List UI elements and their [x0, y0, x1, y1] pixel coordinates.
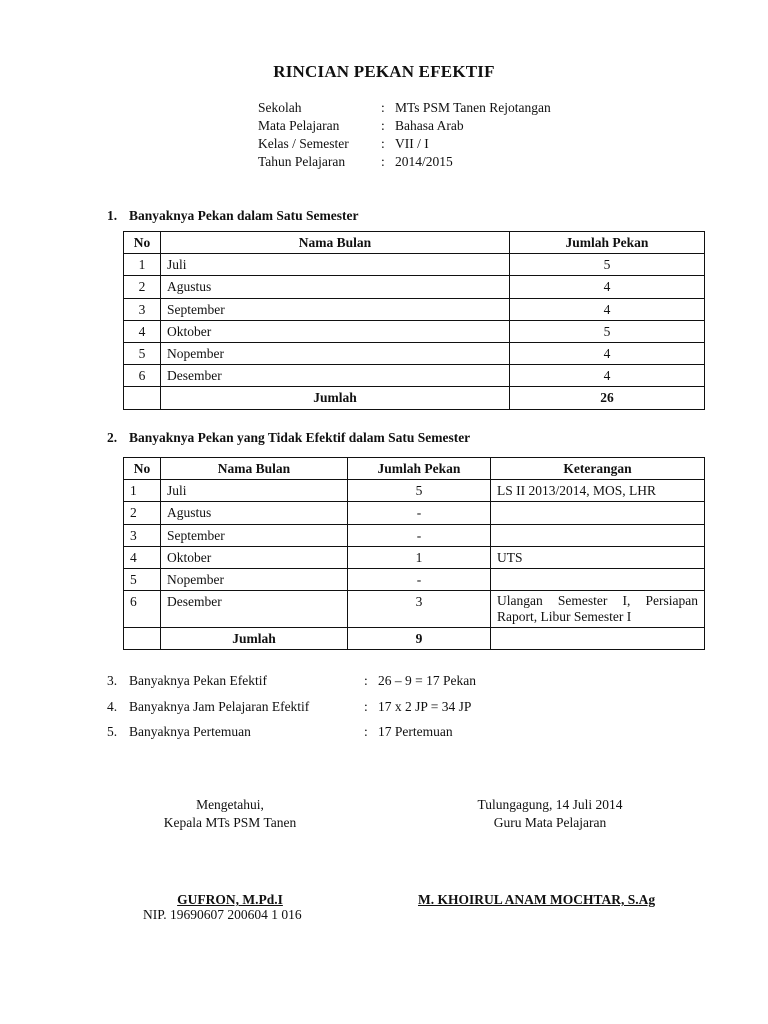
section-title: Banyaknya Pekan dalam Satu Semester [129, 208, 359, 223]
info-value: MTs PSM Tanen Rejotangan [395, 100, 551, 115]
info-label: Sekolah [258, 100, 302, 115]
col-header-weeks: Jumlah Pekan [510, 232, 705, 254]
signature-right-block [450, 796, 650, 832]
col-header-no: No [124, 232, 161, 254]
cell-no: 6 [124, 591, 161, 628]
cell-weeks: 5 [348, 480, 491, 502]
summary-number: 3. [107, 673, 118, 688]
col-header-month: Nama Bulan [161, 458, 348, 480]
info-label: Kelas / Semester [258, 136, 349, 151]
table-row [124, 276, 705, 298]
page-title: RINCIAN PEKAN EFEKTIF [273, 62, 495, 81]
cell-weeks: 4 [510, 342, 705, 364]
summary-colon: : [364, 673, 368, 688]
section2-heading [107, 430, 470, 446]
total-value: 26 [510, 387, 705, 409]
signature-left-block [130, 796, 330, 832]
cell-no: 4 [124, 546, 161, 568]
cell-notes [491, 524, 705, 546]
summary-value: 17 x 2 JP = 34 JP [378, 699, 472, 714]
cell-weeks: - [348, 524, 491, 546]
cell-notes [491, 502, 705, 524]
cell-no: 5 [124, 568, 161, 590]
info-value: Bahasa Arab [395, 118, 464, 133]
cell-no: 2 [124, 276, 161, 298]
table-row [124, 524, 705, 546]
cell-no: 1 [124, 480, 161, 502]
info-row-year [258, 153, 551, 171]
table-row [124, 480, 705, 502]
cell-month: Juli [161, 254, 510, 276]
summary-effective-weeks [107, 672, 476, 690]
summary-effective-hours [107, 698, 471, 716]
summary-colon: : [364, 724, 368, 739]
cell-weeks: 4 [510, 276, 705, 298]
cell-no: 3 [124, 524, 161, 546]
identity-block [258, 99, 551, 171]
col-header-month: Nama Bulan [161, 232, 510, 254]
section-number: 2. [107, 430, 118, 445]
cell-month: Oktober [161, 320, 510, 342]
cell-no: 2 [124, 502, 161, 524]
cell-weeks: 4 [510, 365, 705, 387]
cell-notes: UTS [491, 546, 705, 568]
cell-month: Oktober [161, 546, 348, 568]
summary-number: 4. [107, 699, 118, 714]
table-row [124, 320, 705, 342]
table-row [124, 342, 705, 364]
section-title: Banyaknya Pekan yang Tidak Efektif dalam Satu Semester [129, 430, 471, 445]
cell-notes: LS II 2013/2014, MOS, LHR [491, 480, 705, 502]
cell-weeks: - [348, 568, 491, 590]
total-label: Jumlah [161, 628, 348, 650]
table-header-row [124, 232, 705, 254]
table-row [124, 254, 705, 276]
info-row-subject [258, 117, 551, 135]
cell-no: 6 [124, 365, 161, 387]
info-colon: : [381, 118, 385, 133]
summary-value: 26 – 9 = 17 Pekan [378, 673, 476, 688]
cell-empty [124, 387, 161, 409]
headmaster-nip: NIP. 19690607 200604 1 016 [143, 907, 302, 922]
cell-empty [491, 628, 705, 650]
headmaster-name: GUFRON, M.Pd.I [177, 892, 283, 907]
total-value: 9 [348, 628, 491, 650]
cell-empty [124, 628, 161, 650]
col-header-weeks: Jumlah Pekan [348, 458, 491, 480]
section-number: 1. [107, 208, 118, 223]
info-value: VII / I [395, 136, 429, 151]
cell-month: Nopember [161, 568, 348, 590]
summary-label: Banyaknya Pertemuan [129, 724, 251, 739]
table-row [124, 591, 705, 628]
cell-month: Nopember [161, 342, 510, 364]
summary-label: Banyaknya Jam Pelajaran Efektif [129, 699, 310, 714]
total-label: Jumlah [161, 387, 510, 409]
signature-right-date: Tulungagung, 14 Juli 2014 [477, 797, 623, 812]
table-total-row [124, 628, 705, 650]
table-row [124, 298, 705, 320]
info-row-class [258, 135, 551, 153]
signature-right-role: Guru Mata Pelajaran [493, 815, 607, 830]
weeks-per-month-table [123, 231, 705, 410]
cell-weeks: 3 [348, 591, 491, 628]
table-header-row [124, 458, 705, 480]
signature-left-line2: Kepala MTs PSM Tanen [163, 815, 297, 830]
non-effective-weeks-table [123, 457, 705, 650]
info-colon: : [381, 100, 385, 115]
info-label: Mata Pelajaran [258, 118, 340, 133]
summary-number: 5. [107, 724, 118, 739]
cell-no: 4 [124, 320, 161, 342]
table-row [124, 546, 705, 568]
summary-colon: : [364, 699, 368, 714]
table-total-row [124, 387, 705, 409]
summary-label: Banyaknya Pekan Efektif [129, 673, 267, 688]
table-row [124, 568, 705, 590]
section1-heading [107, 208, 359, 224]
info-colon: : [381, 154, 385, 169]
signature-left-line1: Mengetahui, [196, 797, 264, 812]
cell-month: Desember [161, 365, 510, 387]
table-row [124, 365, 705, 387]
cell-weeks: 4 [510, 298, 705, 320]
cell-weeks: 5 [510, 320, 705, 342]
cell-month: Agustus [161, 276, 510, 298]
info-value: 2014/2015 [395, 154, 453, 169]
info-label: Tahun Pelajaran [258, 154, 346, 169]
table-row [124, 502, 705, 524]
info-row-school [258, 99, 551, 117]
cell-no: 3 [124, 298, 161, 320]
cell-weeks: 5 [510, 254, 705, 276]
info-colon: : [381, 136, 385, 151]
cell-notes: Ulangan Semester I, Persiapan Raport, Libur Semester I [491, 591, 705, 628]
cell-month: Juli [161, 480, 348, 502]
cell-no: 1 [124, 254, 161, 276]
cell-weeks: 1 [348, 546, 491, 568]
cell-notes [491, 568, 705, 590]
cell-month: Desember [161, 591, 348, 628]
col-header-no: No [124, 458, 161, 480]
cell-no: 5 [124, 342, 161, 364]
cell-month: September [161, 524, 348, 546]
summary-value: 17 Pertemuan [378, 724, 453, 739]
summary-meetings [107, 723, 453, 741]
teacher-name: M. KHOIRUL ANAM MOCHTAR, S.Ag [418, 892, 656, 907]
cell-weeks: - [348, 502, 491, 524]
cell-month: Agustus [161, 502, 348, 524]
cell-month: September [161, 298, 510, 320]
col-header-notes: Keterangan [491, 458, 705, 480]
